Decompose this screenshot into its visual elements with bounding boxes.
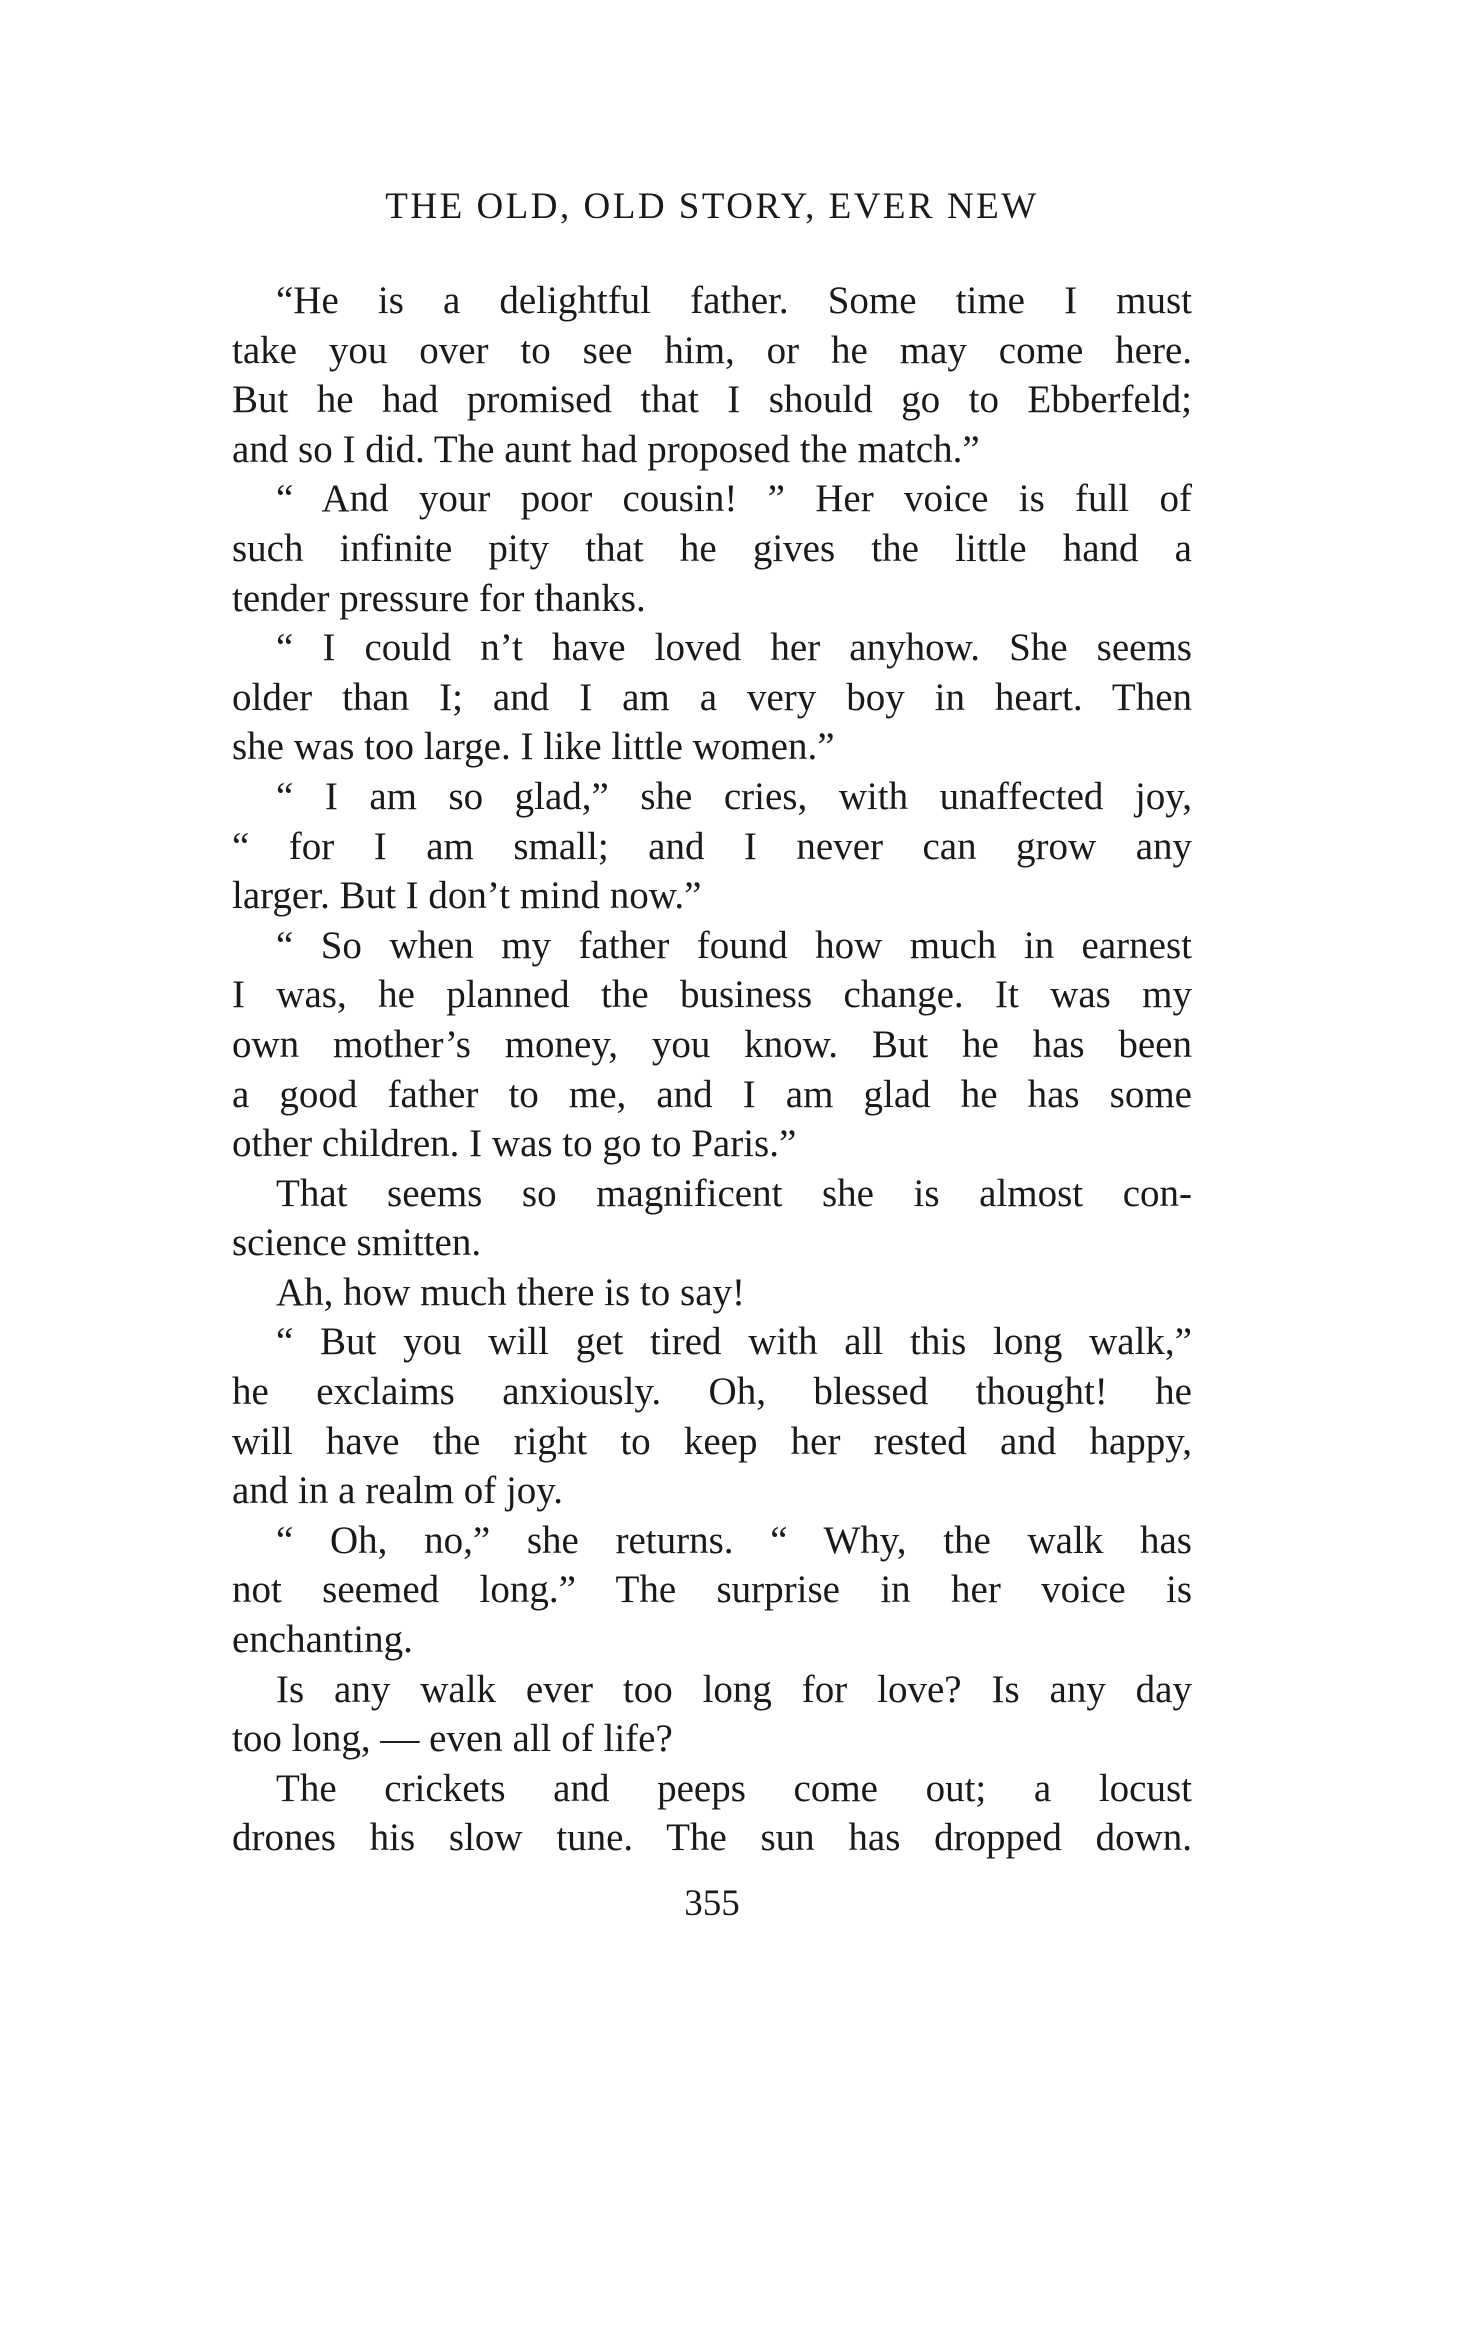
text-line: I was, he planned the business change. It was my (232, 973, 1192, 1017)
text-line: a good father to me, and I am glad he has some (232, 1072, 1192, 1116)
text-line: drones his slow tune. The sun has dropped down. (232, 1816, 1192, 1860)
text-line: “ I could n’t have loved her anyhow. She seems (276, 626, 1192, 670)
text-line: take you over to see him, or he may come here. (232, 328, 1192, 372)
text-line: “ So when my father found how much in earnest (276, 923, 1192, 967)
text-line: “ And your poor cousin! ” Her voice is full of (276, 477, 1192, 521)
text-line: “ Oh, no,” she returns. “ Why, the walk has (276, 1518, 1192, 1562)
text-line: “ for I am small; and I never can grow any (232, 824, 1192, 868)
text-line: will have the right to keep her rested and happy, (232, 1419, 1192, 1463)
text-line: “ But you will get tired with all this long walk,” (276, 1320, 1192, 1364)
text-line: Is any walk ever too long for love? Is any day (276, 1667, 1192, 1711)
text-line: That seems so magnificent she is almost con- (276, 1171, 1192, 1215)
text-line: other children. I was to go to Paris.” (232, 1122, 797, 1166)
text-line: enchanting. (232, 1618, 413, 1662)
text-line: “He is a delightful father. Some time I must (276, 279, 1192, 322)
text-line: The crickets and peeps come out; a locust (276, 1766, 1192, 1810)
text-line: such infinite pity that he gives the little hand a (232, 526, 1192, 570)
text-line: own mother’s money, you know. But he has been (232, 1022, 1192, 1066)
text-line: older than I; and I am a very boy in heart. Then (232, 675, 1192, 719)
text-line: he exclaims anxiously. Oh, blessed thought! he (232, 1370, 1192, 1414)
text-line: she was too large. I like little women.” (232, 725, 835, 769)
text-line: too long, — even all of life? (232, 1717, 673, 1761)
text-line: and in a realm of joy. (232, 1469, 564, 1513)
text-line: “ I am so glad,” she cries, with unaffected joy, (276, 774, 1192, 818)
text-line: tender pressure for thanks. (232, 576, 646, 620)
text-line: and so I did. The aunt had proposed the match.” (232, 427, 980, 471)
body-text (232, 276, 1192, 1863)
text-line: larger. But I don’t mind now.” (232, 874, 702, 918)
text-line: not seemed long.” The surprise in her voice is (232, 1568, 1192, 1612)
running-head: THE OLD, OLD STORY, EVER NEW (385, 186, 1039, 227)
text-line: science smitten. (232, 1221, 482, 1265)
page-number: 355 (684, 1883, 740, 1924)
text-line: Ah, how much there is to say! (276, 1270, 745, 1314)
text-line: But he had promised that I should go to Ebberfeld; (232, 378, 1192, 422)
